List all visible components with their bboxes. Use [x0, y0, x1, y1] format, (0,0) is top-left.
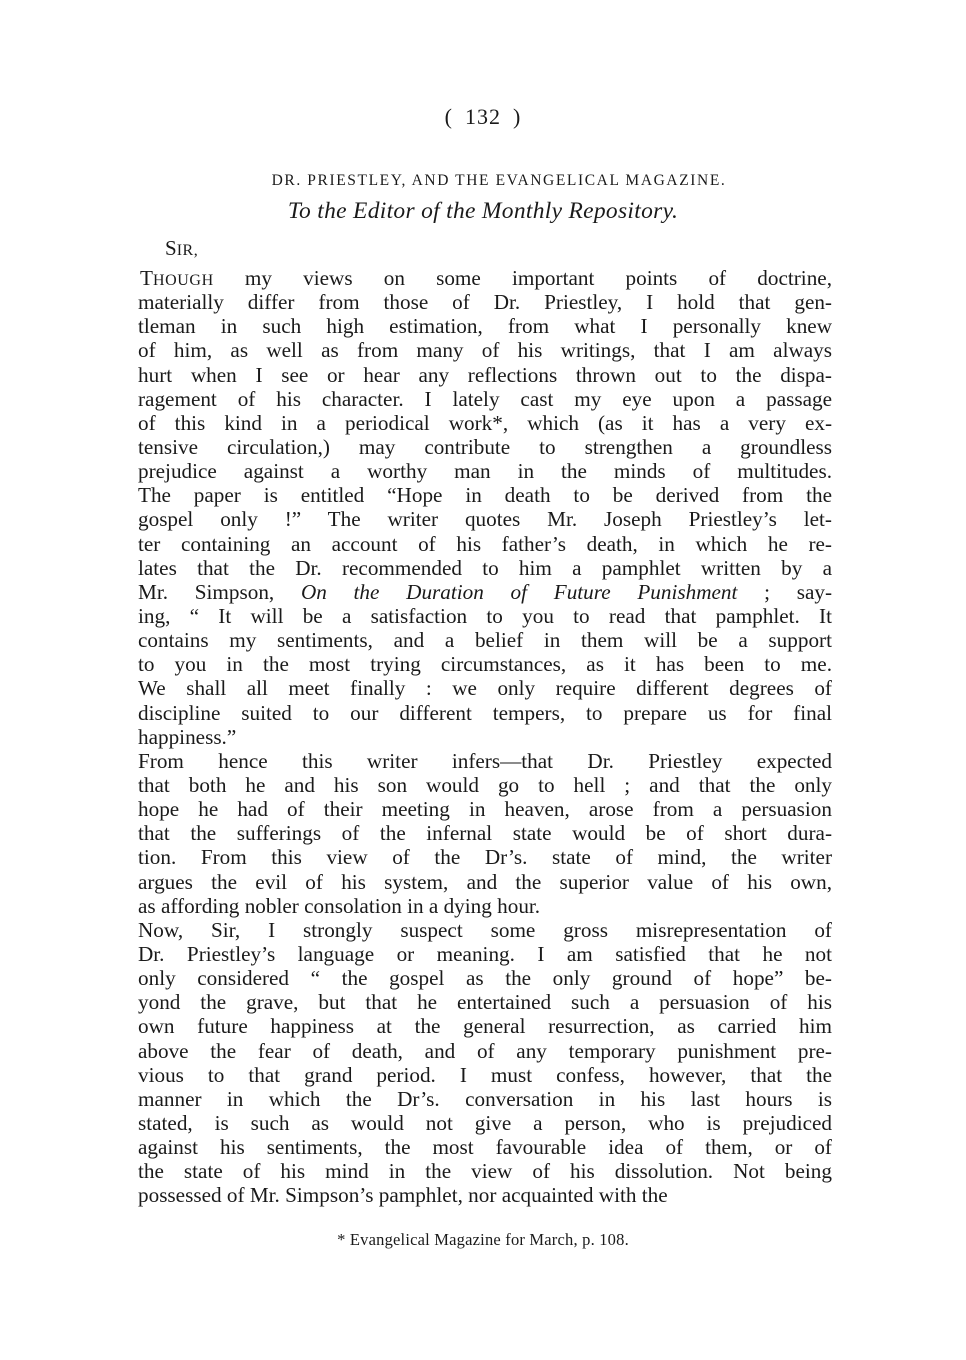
text-line: as affording nobler consolation in a dying hour. — [138, 893, 541, 918]
text-line: Dr. Priestley’s language or meaning. I am satisfied that he not — [138, 941, 832, 966]
text-line: materially differ from those of Dr. Priestley, I hold that gen- — [138, 290, 832, 315]
lead-word: THOUGH — [140, 266, 214, 290]
text-line: hope he had of their meeting in heaven, arose from a persuasion — [138, 797, 832, 822]
text-line: gospel only !” The writer quotes Mr. Joseph Priestley’s let- — [138, 507, 832, 532]
text-line: hurt when I see or hear any reflections thrown out to the dispa- — [138, 362, 832, 387]
text-line: of him, as well as from many of his writings, that I am always — [138, 338, 832, 363]
text-line: THOUGH my views on some important points of doctrine, — [140, 266, 832, 290]
salutation: SIR, — [165, 236, 199, 260]
text-line: We shall all meet finally : we only require different degrees of — [138, 676, 832, 701]
text-line: own future happiness at the general resurrection, as carried him — [138, 1014, 832, 1039]
text-line: ragement of his character. I lately cast my eye upon a passage — [138, 386, 832, 411]
text-line: against his sentiments, the most favourable idea of them, or of — [138, 1135, 832, 1160]
text-line: discipline suited to our different tempers, to prepare us for final — [138, 700, 832, 725]
page-number: ( 132 ) — [444, 104, 522, 129]
text-line: above the fear of death, and of any temporary punishment pre- — [138, 1038, 832, 1063]
text-line: Now, Sir, I strongly suspect some gross misrepresentation of — [138, 917, 832, 942]
text-line: possessed of Mr. Simpson’s pamphlet, nor acquainted with the — [138, 1183, 668, 1208]
text-line: happiness.” — [138, 724, 237, 749]
article-subtitle: To the Editor of the Monthly Repository. — [287, 198, 679, 224]
text-line: of this kind in a periodical work*, which (as it has a very ex- — [138, 410, 832, 435]
text-line: argues the evil of his system, and the superior value of his own, — [138, 869, 832, 894]
text-line: stated, is such as would not give a person, who is prejudiced — [138, 1110, 832, 1135]
text-line: From hence this writer infers—that Dr. Priestley expected — [138, 748, 832, 773]
text-line: vious to that grand period. I must confess, however, that the — [138, 1062, 832, 1087]
text-line: only considered “ the gospel as the only ground of hope” be- — [138, 966, 832, 991]
text-line: the state of his mind in the view of his dissolution. Not being — [138, 1159, 832, 1184]
text-line: ter containing an account of his father’s death, in which he re- — [138, 531, 832, 556]
text-line: contains my sentiments, and a belief in them will be a support — [138, 628, 832, 653]
text-line: that both he and his son would go to hell ; and that the only — [138, 772, 832, 797]
text-line: tion. From this view of the Dr’s. state of mind, the writer — [138, 845, 832, 870]
text-line: tensive circulation,) may contribute to strengthen a groundless — [138, 434, 832, 459]
text-line: lates that the Dr. recommended to him a pamphlet written by a — [138, 555, 832, 580]
text-line: to you in the most trying circumstances, as it has been to me. — [138, 652, 832, 677]
text-line: The paper is entitled “Hope in death to be derived from the — [138, 483, 832, 508]
article-body — [138, 266, 832, 1207]
text-line: manner in which the Dr’s. conversation in his last hours is — [138, 1086, 832, 1111]
footnote: * Evangelical Magazine for March, p. 108. — [337, 1230, 629, 1249]
text-line: prejudice against a worthy man in the minds of multitudes. — [138, 459, 832, 484]
text-line: Mr. Simpson, On the Duration of Future Punishment ; say- — [138, 579, 833, 604]
article-title: DR. PRIESTLEY, AND THE EVANGELICAL MAGAZINE. — [271, 172, 727, 189]
page-number-value: 132 — [465, 104, 501, 129]
text-line: yond the grave, but that he entertained such a persuasion of his — [138, 990, 832, 1015]
italic-title: On the Duration of Future Punishment — [300, 579, 738, 604]
text-line: ing, “ It will be a satisfaction to you to read that pamphlet. It — [138, 603, 832, 628]
text-line: tleman in such high estimation, from what I personally knew — [138, 314, 832, 339]
text-line: that the sufferings of the infernal state would be of short dura- — [138, 821, 832, 846]
